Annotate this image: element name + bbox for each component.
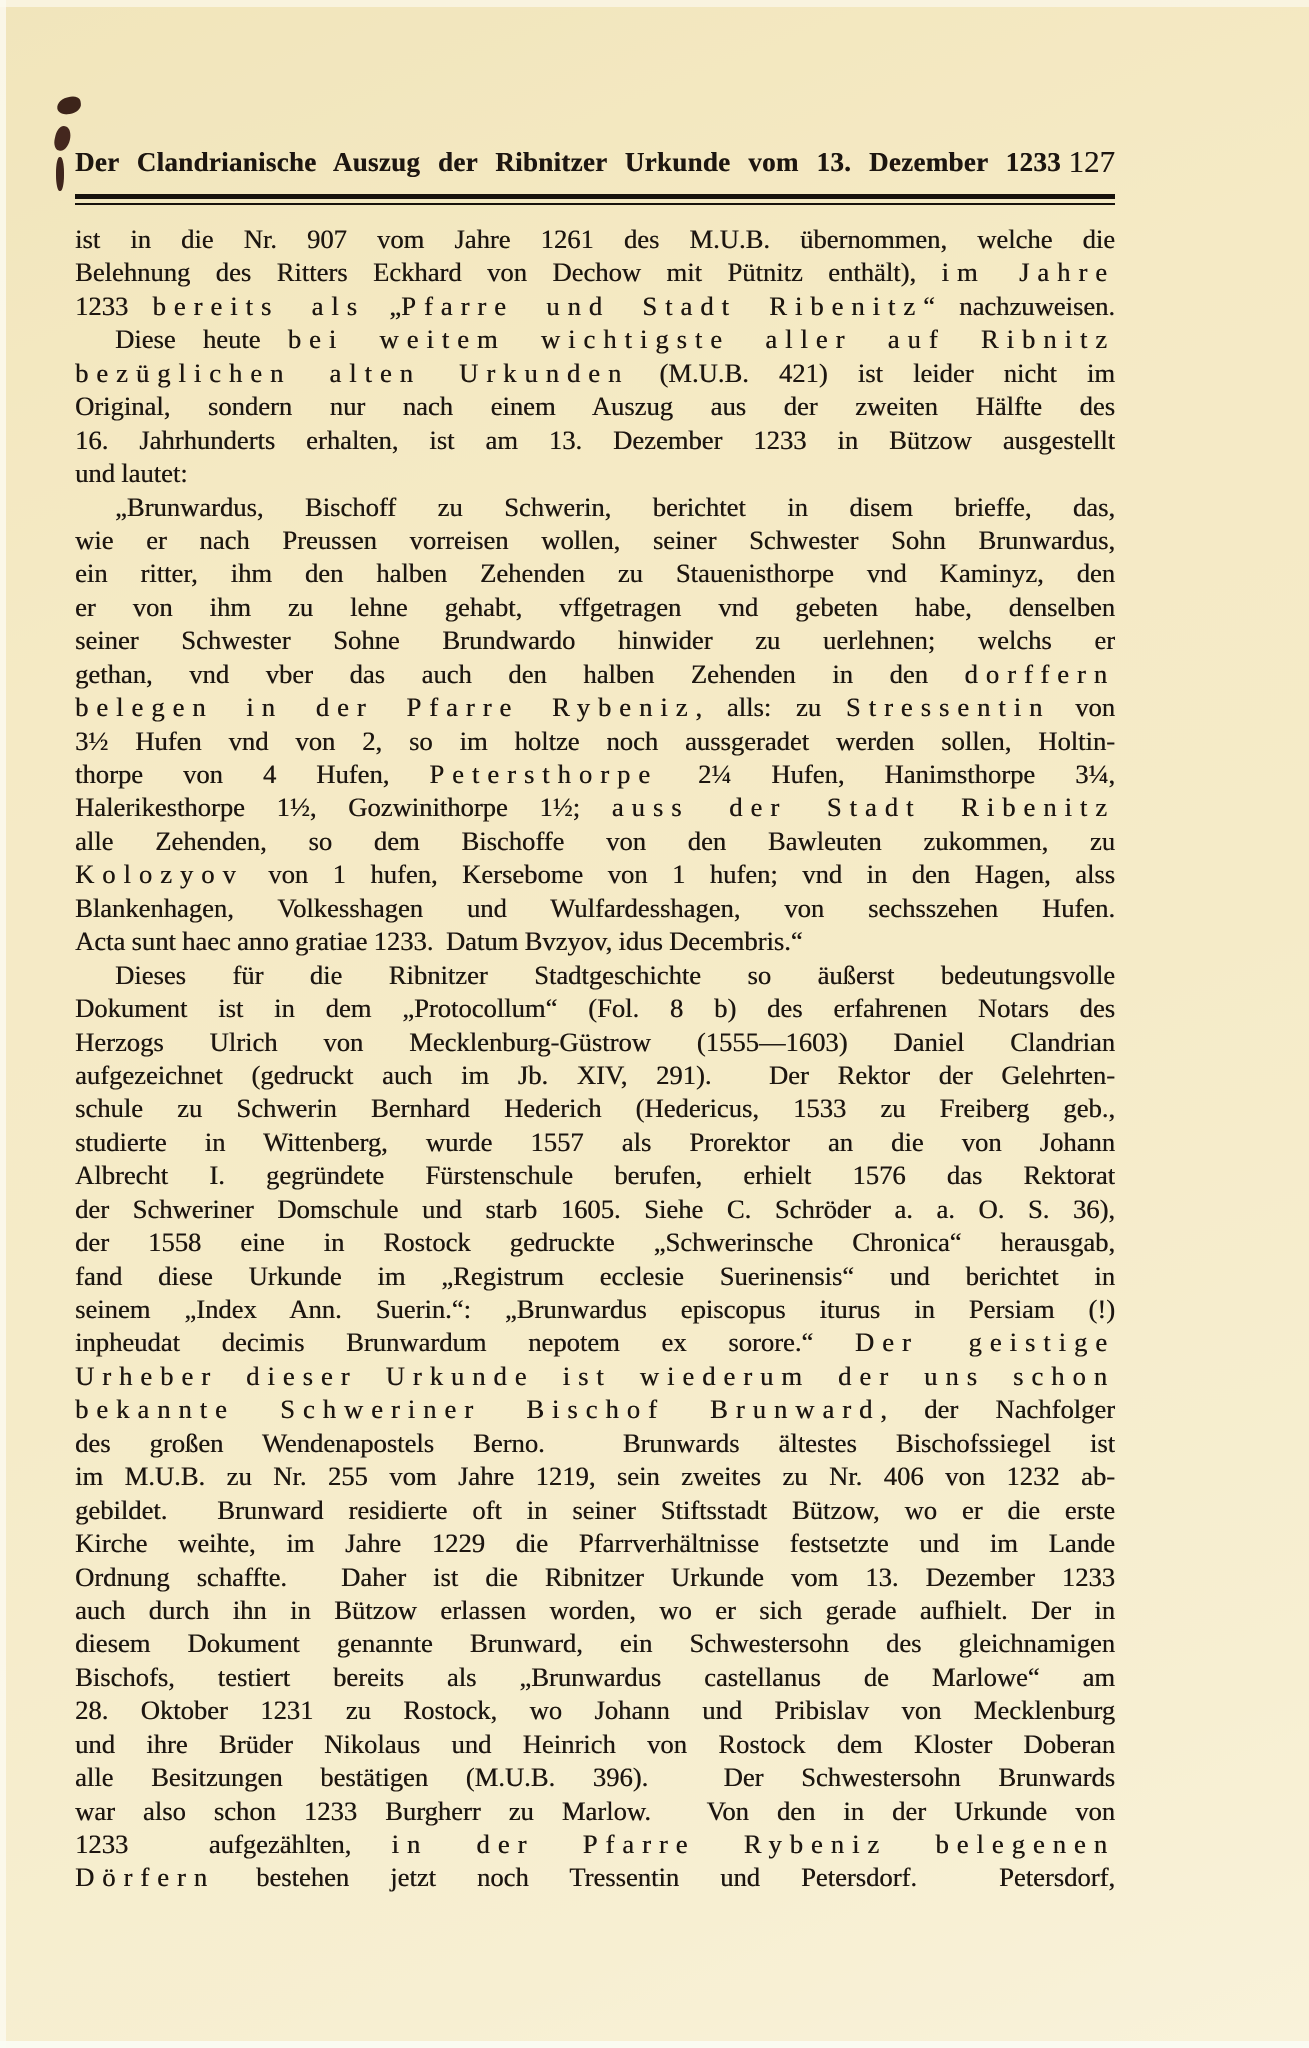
scan-edge-top [0, 0, 1309, 7]
ink-blot [56, 157, 64, 191]
text-segment: gethan, vnd vber das auch den halben Zehenden in den [75, 658, 965, 689]
text-line [75, 1427, 1115, 1460]
text-line [75, 1460, 1115, 1493]
text-line [75, 758, 1115, 791]
text-segment: , der Nachfolger [880, 1394, 1115, 1425]
letter-spaced-text: Der geistige [854, 1327, 1115, 1358]
text-line [75, 1694, 1115, 1727]
text-line [75, 1326, 1115, 1359]
text-segment: 3½ Hufen vnd von 2, so im holtze noch aussgeradet werden sollen, Holtin- [75, 725, 1115, 756]
text-segment: Halerikesthorpe 1½, Gozwinithorpe 1½; [75, 792, 612, 823]
text-line [75, 892, 1115, 925]
text-segment: Blankenhagen, Volkesshagen und Wulfardesshagen, von sechsszehen Hufen. [75, 892, 1115, 923]
text-line [75, 1861, 1115, 1894]
text-segment: 2¼ Hufen, Hanimsthorpe 3¼, [658, 759, 1115, 789]
text-line [75, 1795, 1115, 1828]
text-segment: Belehnung des Ritters Eckhard von Dechow mit Pütnitz enthält), [75, 257, 942, 288]
text-segment: 1233 aufgezählten, [75, 1829, 392, 1859]
letter-spaced-text: in der Pfarre Rybeniz belegenen [391, 1829, 1115, 1859]
text-line [75, 1226, 1115, 1259]
text-line [75, 858, 1115, 891]
text-line [75, 390, 1115, 423]
letter-spaced-text: Stressentin [845, 692, 1051, 723]
text-line [75, 491, 1115, 524]
text-segment: Ordnung schaffte. Daher ist die Ribnitzer Urkunde vom 13. Dezember 1233 [75, 1561, 1115, 1592]
text-line [75, 1494, 1115, 1527]
text-segment: seiner Schwester Sohne Brundwardo hinwider zu uerlehnen; welchs er [75, 625, 1115, 656]
letter-spaced-text: Petersthorpe [429, 759, 659, 789]
text-segment: 1233 [75, 290, 153, 321]
text-segment: , alls: zu [695, 692, 846, 723]
letter-spaced-text: bezüglichen alten Urkunden [75, 357, 630, 388]
text-segment: Bischofs, testiert bereits als „Brunwardus castellanus de Marlowe“ am [75, 1661, 1115, 1692]
text-line [75, 1059, 1115, 1092]
text-segment: Kirche weihte, im Jahre 1229 die Pfarrverhältnisse festsetzte und im Lande [75, 1528, 1115, 1559]
text-line [75, 557, 1115, 590]
text-segment: (M.U.B. 421) ist leider nicht im [629, 357, 1115, 388]
text-segment: alle Besitzungen bestätigen (M.U.B. 396). Der Schwestersohn Brunwards [75, 1762, 1115, 1793]
text-segment: gebildet. Brunward residierte oft in seiner Stiftsstadt Bützow, wo er die erste [75, 1494, 1115, 1525]
text-segment: inpheudat decimis Brunwardum nepotem ex sorore.“ [75, 1327, 855, 1358]
scan-edge-left [0, 0, 6, 2048]
text-segment: Herzogs Ulrich von Mecklenburg-Güstrow (1555—1603) Daniel Clandrian [75, 1026, 1115, 1057]
text-segment: thorpe von 4 Hufen, [75, 759, 430, 789]
text-line [75, 725, 1115, 758]
text-segment: seinem „Index Ann. Suerin.“: „Brunwardus episcopus iturus in Persiam (!) [75, 1294, 1115, 1324]
text-line [75, 959, 1115, 992]
scan-edge-bottom [0, 2041, 1309, 2048]
text-segment: von 1 hufen, Kersebome von 1 hufen; vnd in den Hagen, alss [243, 859, 1115, 890]
letter-spaced-text: Urheber dieser Urkunde ist wiederum der uns schon [75, 1360, 1115, 1391]
letter-spaced-text: Pfarre und Stadt Ribenitz [401, 290, 924, 321]
body-text [75, 223, 1115, 1895]
letter-spaced-text: belegen in der Pfarre Rybeniz [75, 692, 696, 723]
text-line [75, 1360, 1115, 1393]
text-segment: Dieses für die Ribnitzer Stadtgeschichte so äußerst bedeutungsvolle [115, 959, 1115, 990]
text-segment: von [1050, 692, 1115, 723]
letter-spaced-text: Dörfern [75, 1862, 216, 1893]
text-line [75, 1193, 1115, 1226]
page-number: 127 [1068, 144, 1115, 179]
text-line [75, 357, 1115, 390]
text-segment: im M.U.B. zu Nr. 255 vom Jahre 1219, sein zweites zu Nr. 406 von 1232 ab- [75, 1461, 1115, 1492]
text-segment: bestehen jetzt noch Tressentin und Petersdorf. Petersdorf, [215, 1862, 1115, 1893]
text-segment: schule zu Schwerin Bernhard Hederich (Hedericus, 1533 zu Freiberg geb., [75, 1093, 1115, 1124]
text-line [75, 256, 1115, 289]
text-line [75, 457, 1115, 490]
text-line [75, 1260, 1115, 1293]
text-line [75, 1026, 1115, 1059]
text-segment: Dokument ist in dem „Protocollum“ (Fol. 8 b) des erfahrenen Notars des [75, 993, 1115, 1024]
text-segment: und lautet: [75, 458, 188, 489]
text-line [75, 1728, 1115, 1761]
text-line [75, 1527, 1115, 1560]
running-header [75, 146, 1115, 179]
letter-spaced-text: auss der Stadt Ribenitz [611, 792, 1115, 823]
text-line [75, 1393, 1115, 1426]
text-line [75, 1761, 1115, 1794]
text-segment: und ihre Brüder Nikolaus und Heinrich von Rostock dem Kloster Doberan [75, 1728, 1115, 1759]
text-segment: Albrecht I. gegründete Fürstenschule berufen, erhielt 1576 das Rektorat [75, 1160, 1115, 1191]
text-line [75, 825, 1115, 858]
text-segment: wie er nach Preussen vorreisen wollen, seiner Schwester Sohn Brunwardus, [75, 524, 1115, 555]
letter-spaced-text: dorffern [964, 658, 1115, 689]
text-segment: ist in die Nr. 907 vom Jahre 1261 des M.U.B. übernommen, welche die [75, 224, 1115, 254]
text-line [75, 323, 1115, 356]
text-segment: fand diese Urkunde im „Registrum ecclesie Suerinensis“ und berichtet in [75, 1260, 1115, 1291]
text-segment: 16. Jahrhunderts erhalten, ist am 13. Dezember 1233 in Bützow ausgestellt [75, 424, 1115, 455]
text-line [75, 1561, 1115, 1594]
text-line [75, 624, 1115, 657]
ink-blot [52, 125, 72, 153]
text-segment: der Schweriner Domschule und starb 1605. Siehe C. Schröder a. a. O. S. 36), [75, 1193, 1115, 1224]
text-segment: Diese heute [115, 324, 288, 355]
text-line [75, 290, 1115, 323]
text-line [75, 424, 1115, 457]
letter-spaced-text: bei weitem wichtigste aller auf Ribnitz [287, 324, 1115, 355]
ink-blot [56, 95, 82, 115]
text-segment: alle Zehenden, so dem Bischoffe von den Bawleuten zukommen, zu [75, 825, 1115, 856]
text-line [75, 1828, 1115, 1861]
text-line [75, 591, 1115, 624]
text-line [75, 691, 1115, 724]
text-line [75, 1594, 1115, 1627]
text-line [75, 925, 1115, 958]
text-line [75, 223, 1115, 256]
text-segment: “ nachzuweisen. [923, 290, 1115, 321]
text-segment: diesem Dokument genannte Brunward, ein Schwestersohn des gleichnamigen [75, 1628, 1115, 1659]
text-segment: studierte in Wittenberg, wurde 1557 als Prorektor an die von Johann [75, 1126, 1115, 1157]
text-segment: ein ritter, ihm den halben Zehenden zu Stauenisthorpe vnd Kaminyz, den [75, 558, 1115, 589]
header-rule [75, 194, 1115, 205]
running-header-title: Der Clandrianische Auszug der Ribnitzer Urkunde vom 13. Dezember 1233 [75, 147, 1061, 178]
text-line [75, 791, 1115, 824]
text-line [75, 1293, 1115, 1326]
letter-spaced-text: bekannte Schweriner Bischof Brunward [75, 1394, 881, 1425]
text-segment: 28. Oktober 1231 zu Rostock, wo Johann und Pribislav von Mecklenburg [75, 1695, 1115, 1726]
letter-spaced-text: bereits als [152, 290, 365, 321]
text-line [75, 1661, 1115, 1694]
text-segment: „ [364, 290, 402, 321]
text-segment: auch durch ihn in Bützow erlassen worden, wo er sich gerade aufhielt. Der in [75, 1594, 1115, 1625]
text-segment: aufgezeichnet (gedruckt auch im Jb. XIV, 291). Der Rektor der Gelehrten- [75, 1059, 1115, 1090]
text-segment: der 1558 eine in Rostock gedruckte „Schwerinsche Chronica“ herausgab, [75, 1227, 1115, 1258]
text-segment: er von ihm zu lehne gehabt, vffgetragen vnd gebeten habe, denselben [75, 591, 1115, 622]
text-line [75, 1627, 1115, 1660]
text-segment: Acta sunt haec anno gratiae 1233. Datum Bvzyov, idus Decembris.“ [75, 926, 803, 957]
text-segment: des großen Wendenapostels Berno. Brunwards ältestes Bischofssiegel ist [75, 1427, 1115, 1458]
text-line [75, 1126, 1115, 1159]
text-segment: war also schon 1233 Burgherr zu Marlow. Von den in der Urkunde von [75, 1795, 1115, 1826]
text-line [75, 992, 1115, 1025]
letter-spaced-text: Kolozyov [75, 859, 244, 890]
text-line [75, 658, 1115, 691]
text-segment: Original, sondern nur nach einem Auszug aus der zweiten Hälfte des [75, 391, 1115, 422]
letter-spaced-text: im Jahre [941, 257, 1115, 288]
text-line [75, 524, 1115, 557]
text-line [75, 1092, 1115, 1125]
text-segment: „Brunwardus, Bischoff zu Schwerin, berichtet in disem brieffe, das, [115, 491, 1115, 522]
text-line [75, 1159, 1115, 1192]
